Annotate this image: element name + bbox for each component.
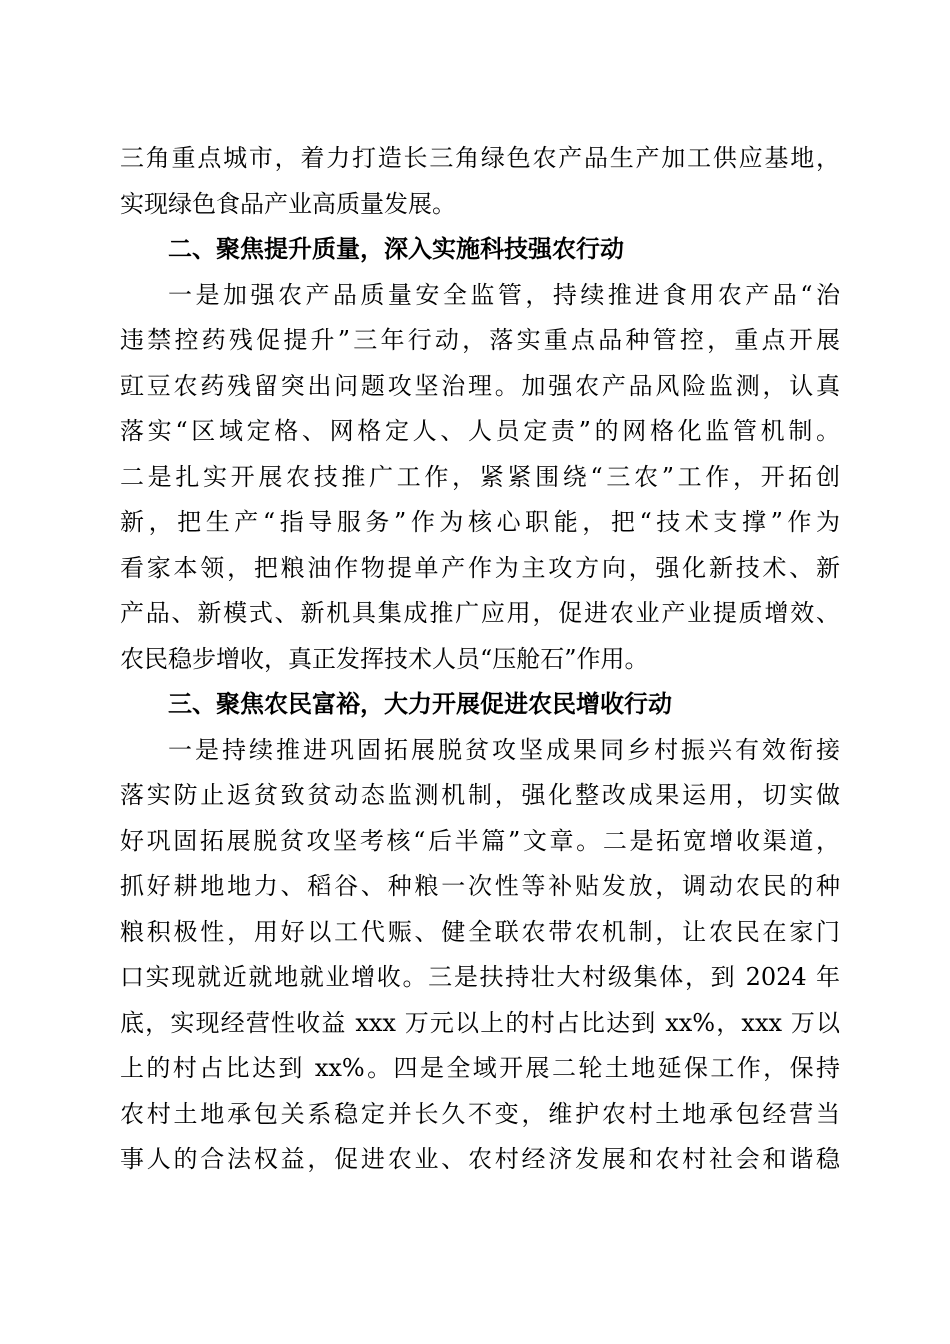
body-line: 好巩固拓展脱贫攻坚考核“后半篇”文章。二是拓宽增收渠道， <box>120 826 840 855</box>
body-line: 新，把生产“指导服务”作为核心职能，把“技术支撑”作为 <box>120 508 840 536</box>
body-line: 落实防止返贫致贫动态监测机制，强化整改成果运用，切实做 <box>120 781 840 809</box>
body-line: 事人的合法权益，促进农业、农村经济发展和农村社会和谐稳 <box>120 1145 840 1173</box>
body-line: 粮积极性，用好以工代赈、健全联农带农机制，让农民在家门 <box>120 917 840 946</box>
body-line: 一是加强农产品质量安全监管，持续推进食用农产品“治 <box>168 280 840 309</box>
body-line: 底，实现经营性收益 xxx 万元以上的村占比达到 xx%，xxx 万以 <box>120 1008 840 1037</box>
section-heading: 三、聚焦农民富裕，大力开展促进农民增收行动 <box>168 690 672 718</box>
body-line: 看家本领，把粮油作物提单产作为主攻方向，强化新技术、新 <box>120 553 840 582</box>
body-line: 抓好耕地地力、稻谷、种粮一次性等补贴发放，调动农民的种 <box>120 872 840 900</box>
body-line: 上的村占比达到 xx%。四是全域开展二轮土地延保工作，保持 <box>120 1054 840 1082</box>
body-line: 实现绿色食品产业高质量发展。 <box>120 189 456 218</box>
body-line: 一是持续推进巩固拓展脱贫攻坚成果同乡村振兴有效衔接 <box>168 735 840 764</box>
body-line: 产品、新模式、新机具集成推广应用，促进农业产业提质增效、 <box>120 599 840 627</box>
body-line: 农民稳步增收，真正发挥技术人员“压舱石”作用。 <box>120 644 649 673</box>
body-line: 豇豆农药残留突出问题攻坚治理。加强农产品风险监测，认真 <box>120 371 840 400</box>
body-line: 农村土地承包关系稳定并长久不变，维护农村土地承包经营当 <box>120 1099 840 1128</box>
section-heading: 二、聚焦提升质量，深入实施科技强农行动 <box>168 235 624 263</box>
document-page <box>120 136 840 1183</box>
body-line: 二是扎实开展农技推广工作，紧紧围绕“三农”工作，开拓创 <box>120 462 840 491</box>
body-line: 三角重点城市，着力打造长三角绿色农产品生产加工供应基地， <box>120 144 840 172</box>
body-line: 违禁控药残促提升”三年行动，落实重点品种管控，重点开展 <box>120 326 840 354</box>
body-line: 口实现就近就地就业增收。三是扶持壮大村级集体，到 2024 年 <box>120 963 840 991</box>
body-line: 落实“区域定格、网格定人、人员定责”的网格化监管机制。 <box>120 417 840 445</box>
